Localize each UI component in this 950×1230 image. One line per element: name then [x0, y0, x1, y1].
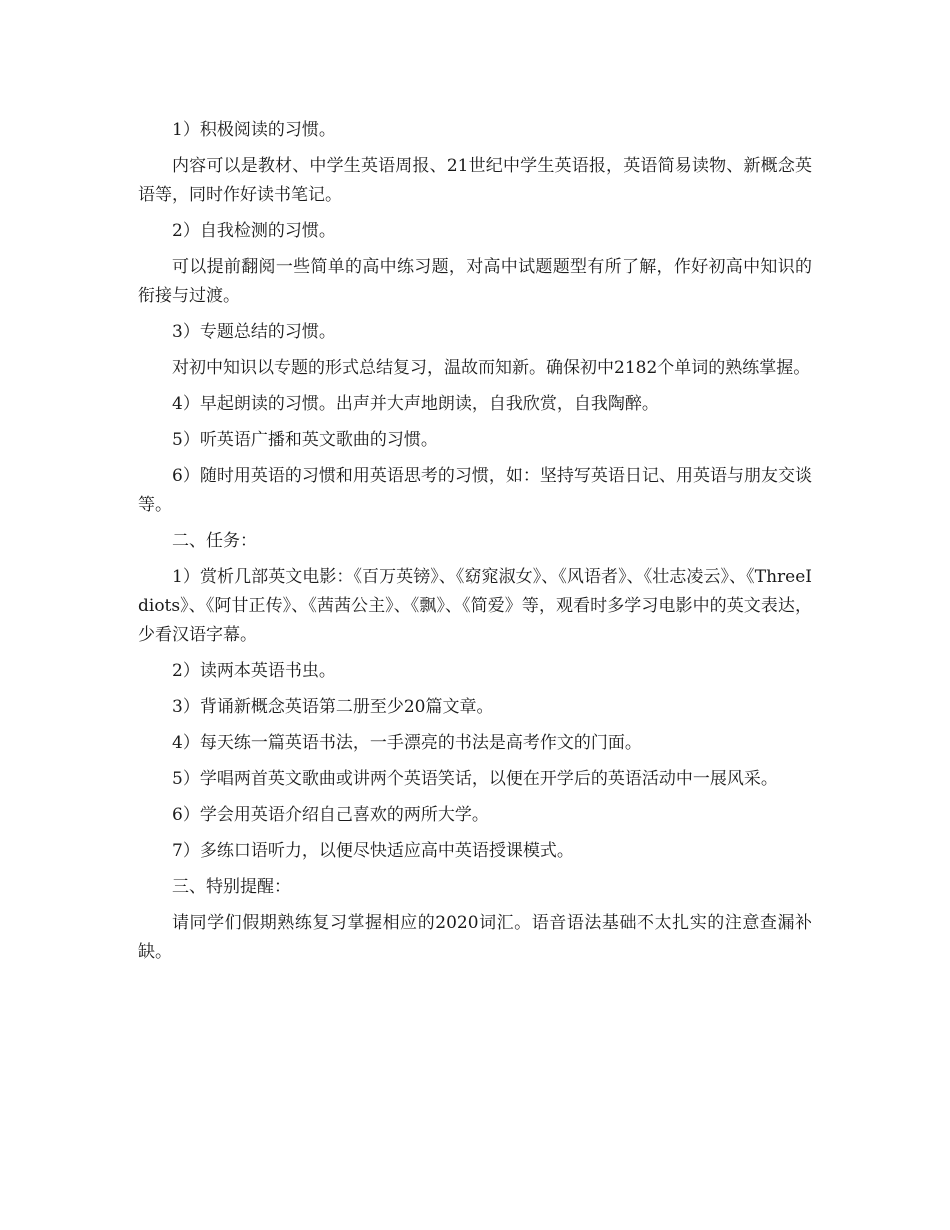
- paragraph-task-2: 2）读两本英语书虫。: [172, 661, 336, 681]
- paragraph-task-1: 1）赏析几部英文电影：《百万英镑》、《窈窕淑女》、《风语者》、《壮志凌云》、《ThreeIdiots》、《阿甘正传》、《茜茜公主》、《飘》、《简爱》等，观看时多学习电影中的英文表达，少看汉语字幕。: [138, 567, 812, 645]
- document-body: [138, 116, 812, 974]
- section-heading-reminder: 三、特别提醒：: [172, 877, 291, 897]
- paragraph-task-6: 6）学会用英语介绍自己喜欢的两所大学。: [172, 805, 489, 825]
- paragraph-reminder: 请同学们假期熟练复习掌握相应的2020词汇。语音语法基础不太扎实的注意查漏补缺。: [138, 913, 812, 962]
- paragraph-task-5: 5）学唱两首英文歌曲或讲两个英语笑话，以便在开学后的英语活动中一展风采。: [172, 769, 778, 789]
- paragraph-habit-6: 6）随时用英语的习惯和用英语思考的习惯，如：坚持写英语日记、用英语与朋友交谈等。: [138, 466, 812, 515]
- paragraph-habit-1-body: 内容可以是教材、中学生英语周报、21世纪中学生英语报，英语简易读物、新概念英语等，同时作好读书笔记。: [138, 156, 812, 205]
- paragraph-habit-3-title: 3）专题总结的习惯。: [172, 322, 336, 342]
- paragraph-habit-2-title: 2）自我检测的习惯。: [172, 221, 336, 241]
- paragraph-task-3: 3）背诵新概念英语第二册至少20篇文章。: [172, 697, 494, 717]
- paragraph-habit-2-body: 可以提前翻阅一些简单的高中练习题，对高中试题题型有所了解，作好初高中知识的衔接与过渡。: [138, 257, 812, 306]
- section-heading-tasks: 二、任务：: [172, 531, 257, 551]
- paragraph-task-4: 4）每天练一篇英语书法，一手漂亮的书法是高考作文的门面。: [172, 733, 642, 753]
- paragraph-habit-1-title: 1）积极阅读的习惯。: [172, 120, 336, 140]
- paragraph-habit-5: 5）听英语广播和英文歌曲的习惯。: [172, 430, 438, 450]
- paragraph-habit-3-body: 对初中知识以专题的形式总结复习，温故而知新。确保初中2182个单词的熟练掌握。: [172, 358, 811, 378]
- paragraph-habit-4: 4）早起朗读的习惯。出声并大声地朗读，自我欣赏，自我陶醉。: [172, 394, 659, 414]
- paragraph-task-7: 7）多练口语听力，以便尽快适应高中英语授课模式。: [172, 841, 574, 861]
